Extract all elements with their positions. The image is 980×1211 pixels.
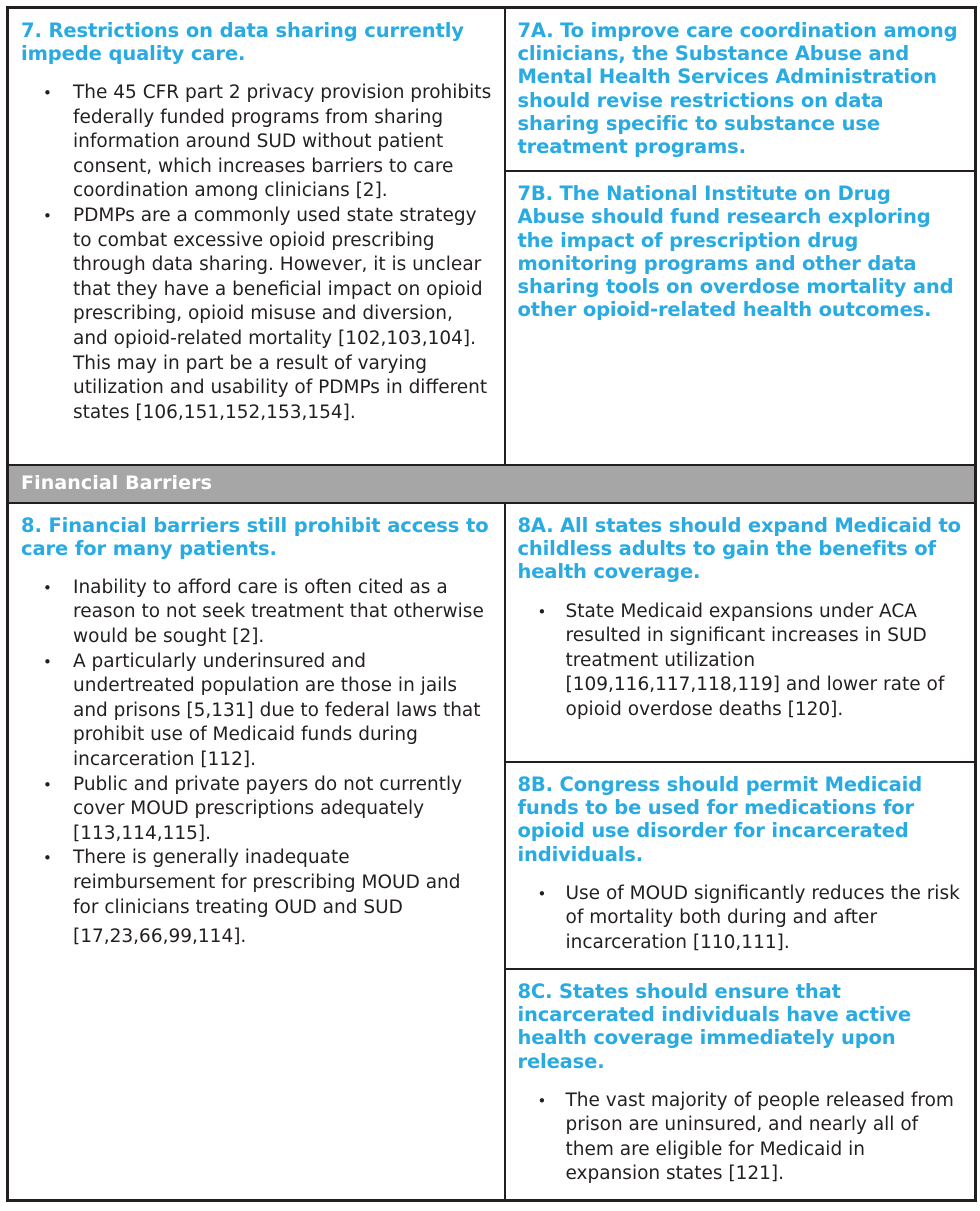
barrier-cell-7: [8, 8, 505, 466]
list-item-text: There is generally inadequate reimbursement for prescribing MOUD and for clinicians treating OUD and SUD: [73, 847, 461, 918]
barrier-bullets-7: [21, 81, 492, 425]
recommendation-heading-7b: 7B. The National Institute on Drug Abuse should fund research exploring the impact of prescription drug monitoring programs and other data sharing tools on overdose mortality and other opioid-related health outcomes.: [517, 182, 954, 322]
bullet-icon: •: [43, 775, 52, 794]
list-item-text: A particularly underinsured and undertreated population are those in jails and prisons [5,131] due to federal laws that prohibit use of Medicaid funds during incarceration [112].: [73, 650, 481, 771]
list-item: [21, 846, 492, 949]
bullet-icon: •: [43, 849, 52, 868]
recommendation-heading-7a: 7A. To improve care coordination among clinicians, the Substance Abuse and Mental Health Services Administration should revise restrictions on data sharing specific to substance use treatment programs.: [517, 19, 958, 159]
list-item-text: PDMPs are a commonly used state strategy to combat excessive opioid prescribing through data sharing. However, it is unclear that they have a beneficial impact on opioid prescribing, opioid misuse and diversion, and opioid-related mortality [102,103,104]. This may in part be a result of varying utilization and usability of PDMPs in different states [106,151,152,153,154].: [73, 204, 488, 423]
bullet-icon: •: [43, 578, 52, 597]
barrier-heading-8: 8. Financial barriers still prohibit access to care for many patients.: [21, 513, 489, 560]
list-item: [518, 1089, 963, 1187]
list-item: [21, 204, 492, 425]
recommendation-bullets-8c: [518, 1089, 963, 1187]
recommendation-cell-8c: [505, 969, 976, 1201]
list-item: [518, 600, 963, 723]
recommendation-cell-7b: [505, 171, 976, 465]
list-item-text: The vast majority of people released from prison are uninsured, and nearly all of them are eligible for Medicaid in expansion states [121].: [565, 1089, 954, 1185]
recommendation-bullets-8a: [518, 600, 963, 723]
section-band-title: Financial Barriers: [21, 472, 213, 494]
list-item: [21, 576, 492, 650]
list-item-text: State Medicaid expansions under ACA resulted in significant increases in SUD treatment utilization [109,116,117,118,119] and lower rate of opioid overdose deaths [120].: [565, 600, 945, 720]
recommendation-heading-8c: 8C. States should ensure that incarcerated individuals have active health coverage immediately upon release.: [517, 979, 911, 1073]
bullet-icon: •: [537, 884, 547, 903]
list-item-text: Use of MOUD significantly reduces the risk of mortality both during and after incarceration [110,111].: [565, 882, 960, 953]
recommendation-bullets-8b: [518, 882, 963, 956]
barrier-heading-7: 7. Restrictions on data sharing currently impede quality care.: [21, 19, 464, 65]
list-item-text: Public and private payers do not currently cover MOUD prescriptions adequately [113,114,115].: [73, 773, 463, 844]
recommendations-table: [6, 6, 977, 1202]
recommendation-cell-8b: [505, 762, 976, 969]
recommendation-heading-8b: 8B. Congress should permit Medicaid funds to be used for medications for opioid use disorder for incarcerated individuals.: [517, 772, 923, 866]
recommendation-cell-8a: [505, 503, 976, 762]
recommendation-heading-8a: 8A. All states should expand Medicaid to childless adults to gain the benefits of health coverage.: [517, 513, 961, 584]
section-band-financial-barriers: [8, 465, 976, 503]
bullet-icon: •: [537, 602, 547, 621]
bullet-icon: •: [537, 1091, 547, 1110]
list-item: [21, 81, 492, 204]
section-band-cell: [8, 465, 976, 503]
bullet-icon: •: [43, 652, 52, 671]
table-row: [8, 8, 976, 172]
list-item-text: The 45 CFR part 2 privacy provision prohibits federally funded programs from sharing information around SUD without patient consent, which increases barriers to care coordination among clinicians [2].: [73, 82, 492, 202]
list-item: [518, 882, 963, 956]
barrier-cell-8: [8, 503, 505, 1201]
barrier-bullets-8: [21, 576, 492, 950]
recommendation-cell-7a: [505, 8, 976, 172]
bullet-icon: •: [43, 84, 52, 102]
list-item: [21, 650, 492, 773]
list-item-citation: [17,23,66,99,114].: [73, 926, 247, 948]
table-row: [8, 503, 976, 762]
bullet-icon: •: [43, 206, 52, 225]
list-item: [21, 773, 492, 847]
list-item-text: Inability to afford care is often cited as a reason to not seek treatment that otherwise would be sought [2].: [73, 576, 484, 648]
